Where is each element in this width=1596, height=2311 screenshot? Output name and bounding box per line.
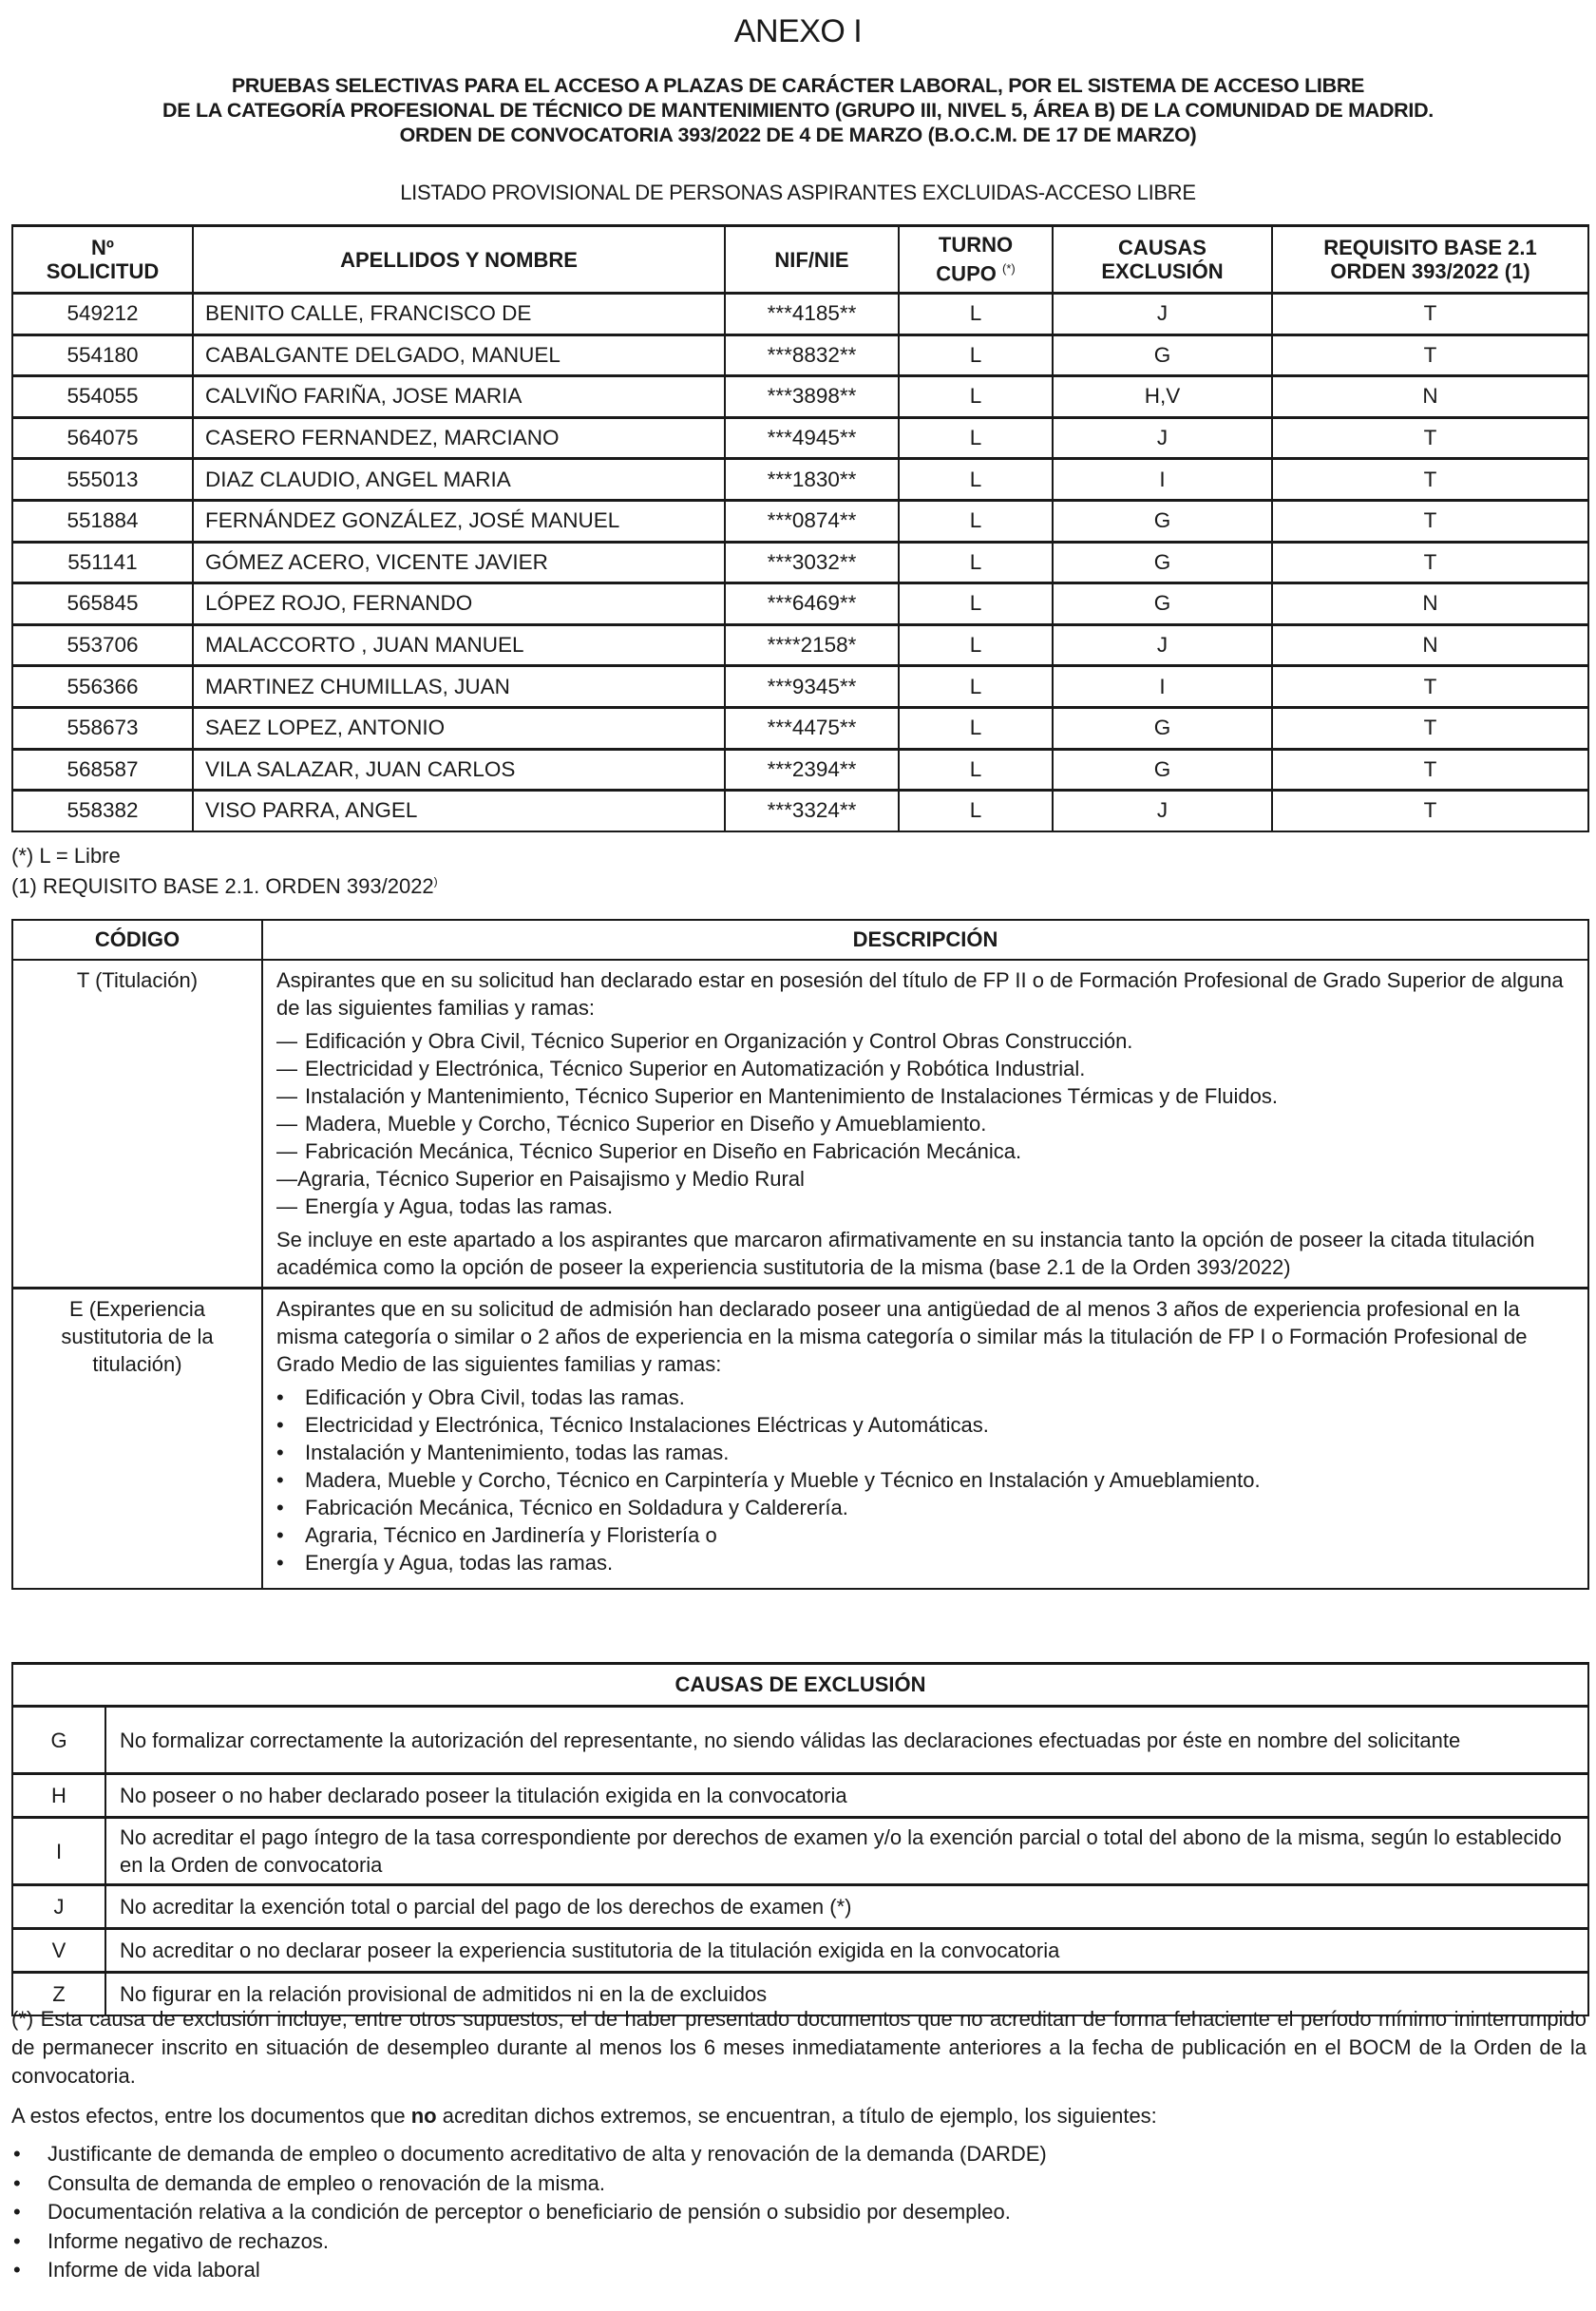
requisito-intro: Aspirantes que en su solicitud de admisión han declarado poseer una antigüedad de al menos 3 años de experiencia profesional en la misma categoría o similar o 2 años de experiencia en la misma categoría o similar más la titulación de FP I o Formación Profesional de Grado Medio de las siguientes familias y ramas: (276, 1297, 1528, 1376)
subtitle-line-3: ORDEN DE CONVOCATORIA 393/2022 DE 4 DE MARZO (B.O.C.M. DE 17 DE MARZO) (399, 124, 1197, 146)
cell-nif: ***1830** (725, 459, 899, 501)
bullet-icon: — (276, 1057, 297, 1080)
applicant-row (12, 500, 1588, 542)
bullet-icon: • (276, 1413, 284, 1437)
list-item-text: Instalación y Mantenimiento, todas las ramas. (305, 1441, 730, 1464)
requisito-header-row (12, 920, 1588, 960)
cell-solicitud: 554055 (12, 376, 193, 418)
col-header-causas: CAUSAS EXCLUSIÓN (1053, 226, 1272, 294)
subtitle-line-2: DE LA CATEGORÍA PROFESIONAL DE TÉCNICO DE MANTENIMIENTO (GRUPO III, NIVEL 5, ÁREA B) DE LA COMUNIDAD DE MADRID. (162, 99, 1434, 122)
list-item (276, 1466, 1576, 1494)
bullet-icon: • (276, 1496, 284, 1519)
list-item-text: Madera, Mueble y Corcho, Técnico Superior en Diseño y Amueblamiento. (305, 1112, 987, 1136)
list-item (276, 1439, 1576, 1466)
cell-causas: G (1053, 500, 1272, 542)
requisito-desc (262, 1289, 1588, 1590)
list-item (276, 1110, 1576, 1137)
cell-causas: G (1053, 707, 1272, 749)
list-item-text: Madera, Mueble y Corcho, Técnico en Carpintería y Mueble y Técnico en Instalación y Amueblamiento. (305, 1468, 1261, 1492)
cause-description: No acreditar o no declarar poseer la experiencia sustitutoria de la titulación exigida en la convocatoria (105, 1929, 1588, 1973)
requisito-code: T (Titulación) (12, 960, 262, 1289)
cell-nombre: GÓMEZ ACERO, VICENTE JAVIER (193, 542, 725, 583)
bullet-icon: • (276, 1551, 284, 1575)
cause-description: No acreditar el pago íntegro de la tasa correspondiente por derechos de examen y/o la exención parcial o total del abono de la misma, según lo establecido en la Orden de convocatoria (105, 1818, 1588, 1885)
requisito-row-t (12, 960, 1588, 1289)
list-item (276, 1082, 1576, 1110)
cell-nombre: MARTINEZ CHUMILLAS, JUAN (193, 666, 725, 708)
list-item (276, 1165, 1576, 1193)
cell-nif: ***3898** (725, 376, 899, 418)
cause-code: G (12, 1707, 105, 1774)
list-item-text: Electricidad y Electrónica, Técnico Superior en Automatización y Robótica Industrial. (305, 1057, 1086, 1080)
cell-nif: ***0874** (725, 500, 899, 542)
cell-causas: J (1053, 294, 1272, 335)
list-item-text: Instalación y Mantenimiento, Técnico Superior en Mantenimiento de Instalaciones Térmicas y de Fluidos. (305, 1084, 1278, 1108)
list-item (276, 1137, 1576, 1165)
cause-code: J (12, 1885, 105, 1929)
cell-turno: L (899, 583, 1053, 625)
list-item-text: Documentación relativa a la condición de perceptor o beneficiario de pensión o subsidio por desempleo. (48, 2200, 1011, 2224)
cell-causas: J (1053, 417, 1272, 459)
cell-causas: J (1053, 791, 1272, 831)
cause-row (12, 1885, 1588, 1929)
cell-requisito: T (1272, 417, 1588, 459)
cell-causas: G (1053, 583, 1272, 625)
cell-solicitud: 554180 (12, 334, 193, 376)
requisito-code: E (Experiencia sustitutoria de la titulación) (12, 1289, 262, 1590)
cell-turno: L (899, 376, 1053, 418)
bullet-icon: • (13, 2228, 21, 2253)
cell-nif: ***9345** (725, 666, 899, 708)
cell-requisito: T (1272, 500, 1588, 542)
cell-nombre: CASERO FERNANDEZ, MARCIANO (193, 417, 725, 459)
requisito-intro: Aspirantes que en su solicitud han declarado estar en posesión del título de FP II o de Formación Profesional de Grado Superior de alguna de las siguientes familias y ramas: (276, 968, 1564, 1020)
bullet-icon: • (276, 1523, 284, 1547)
subtitle-line-1: PRUEBAS SELECTIVAS PARA EL ACCESO A PLAZAS DE CARÁCTER LABORAL, POR EL SISTEMA DE ACCESO LIBRE (231, 74, 1365, 97)
requisito-item-list (276, 1027, 1576, 1220)
list-item (276, 1055, 1576, 1082)
applicant-row (12, 542, 1588, 583)
list-item (276, 1193, 1576, 1220)
col-header-nombre: APELLIDOS Y NOMBRE (193, 226, 725, 294)
cell-causas: I (1053, 666, 1272, 708)
bullet-icon: — (276, 1029, 297, 1053)
cause-row (12, 1929, 1588, 1973)
list-title: LISTADO PROVISIONAL DE PERSONAS ASPIRANTES EXCLUIDAS-ACCESO LIBRE (400, 181, 1196, 204)
cell-solicitud: 564075 (12, 417, 193, 459)
applicant-row (12, 417, 1588, 459)
bullet-icon: • (276, 1441, 284, 1464)
list-item (276, 1494, 1576, 1521)
cell-turno: L (899, 542, 1053, 583)
cell-requisito: T (1272, 459, 1588, 501)
cell-turno: L (899, 417, 1053, 459)
list-item (276, 1549, 1576, 1576)
bullet-icon: — (276, 1139, 297, 1163)
cause-description: No formalizar correctamente la autorización del representante, no siendo válidas las declaraciones efectuadas por éste en nombre del solicitante (105, 1707, 1588, 1774)
col-header-codigo: CÓDIGO (12, 920, 262, 960)
list-item (11, 2198, 1047, 2227)
list-item-text: Electricidad y Electrónica, Técnico Instalaciones Eléctricas y Automáticas. (305, 1413, 989, 1437)
causes-header-row (12, 1664, 1588, 1707)
cell-requisito: T (1272, 749, 1588, 791)
cell-nif: ***6469** (725, 583, 899, 625)
cell-requisito: T (1272, 294, 1588, 335)
cell-solicitud: 565845 (12, 583, 193, 625)
cell-requisito: T (1272, 334, 1588, 376)
applicant-row (12, 707, 1588, 749)
cell-turno: L (899, 749, 1053, 791)
cell-causas: J (1053, 624, 1272, 666)
requisito-note: (1) REQUISITO BASE 2.1. ORDEN 393/2022) (11, 874, 438, 898)
annex-title: ANEXO I (733, 13, 863, 49)
cell-turno: L (899, 334, 1053, 376)
bullet-icon: — (276, 1084, 297, 1108)
cell-nif: ***4945** (725, 417, 899, 459)
requisito-outro: Se incluye en este apartado a los aspirantes que marcaron afirmativamente en su instancia tanto la opción de poseer la citada titulación académica como la opción de poseer la experiencia sustitutoria de la misma (base 2.1 de la Orden 393/2022) (276, 1228, 1535, 1279)
cell-nif: ***2394** (725, 749, 899, 791)
documents-list (11, 2140, 1047, 2285)
list-item (276, 1027, 1576, 1055)
cell-nif: ***4475** (725, 707, 899, 749)
cell-causas: G (1053, 542, 1272, 583)
cause-row (12, 1707, 1588, 1774)
turno-note: (*) L = Libre (11, 844, 121, 868)
applicant-row (12, 334, 1588, 376)
cell-solicitud: 551141 (12, 542, 193, 583)
list-item (276, 1521, 1576, 1549)
col-header-nif: NIF/NIE (725, 226, 899, 294)
cell-requisito: N (1272, 624, 1588, 666)
requisito-item-list (276, 1384, 1576, 1576)
cause-description: No acreditar la exención total o parcial del pago de los derechos de examen (*) (105, 1885, 1588, 1929)
applicant-row (12, 459, 1588, 501)
cell-turno: L (899, 791, 1053, 831)
cell-requisito: T (1272, 791, 1588, 831)
applicant-row (12, 791, 1588, 831)
requisito-desc (262, 960, 1588, 1289)
cause-code: I (12, 1818, 105, 1885)
cell-nombre: MALACCORTO , JUAN MANUEL (193, 624, 725, 666)
list-item (11, 2140, 1047, 2169)
cell-requisito: N (1272, 583, 1588, 625)
list-item-text: Energía y Agua, todas las ramas. (305, 1551, 614, 1575)
cell-solicitud: 553706 (12, 624, 193, 666)
cell-nombre: FERNÁNDEZ GONZÁLEZ, JOSÉ MANUEL (193, 500, 725, 542)
requisito-table (11, 919, 1589, 1590)
cell-solicitud: 555013 (12, 459, 193, 501)
applicant-row (12, 583, 1588, 625)
list-item-text: Fabricación Mecánica, Técnico Superior en Diseño en Fabricación Mecánica. (305, 1139, 1022, 1163)
cell-solicitud: 568587 (12, 749, 193, 791)
cell-solicitud: 556366 (12, 666, 193, 708)
list-item (11, 2256, 1047, 2285)
bullet-icon: • (13, 2170, 21, 2195)
cell-nif: ***3324** (725, 791, 899, 831)
cell-turno: L (899, 294, 1053, 335)
cell-requisito: T (1272, 707, 1588, 749)
bullet-icon: • (13, 2142, 21, 2166)
cause-code: V (12, 1929, 105, 1973)
cell-turno: L (899, 707, 1053, 749)
list-item-text: Informe negativo de rechazos. (48, 2228, 329, 2253)
cell-nombre: SAEZ LOPEZ, ANTONIO (193, 707, 725, 749)
bullet-icon: • (13, 2258, 21, 2282)
cell-turno: L (899, 624, 1053, 666)
bullet-icon: • (276, 1468, 284, 1492)
cell-nombre: VILA SALAZAR, JUAN CARLOS (193, 749, 725, 791)
cell-solicitud: 551884 (12, 500, 193, 542)
cell-solicitud: 558673 (12, 707, 193, 749)
applicant-row (12, 749, 1588, 791)
list-item-text: Agraria, Técnico Superior en Paisajismo y Medio Rural (297, 1167, 805, 1191)
cause-code: Z (12, 1973, 105, 2016)
list-item (276, 1384, 1576, 1411)
cell-causas: G (1053, 334, 1272, 376)
list-item-text: Informe de vida laboral (48, 2258, 260, 2282)
list-item-text: Energía y Agua, todas las ramas. (305, 1194, 614, 1218)
applicants-table (11, 224, 1589, 832)
cell-causas: I (1053, 459, 1272, 501)
cell-nombre: LÓPEZ ROJO, FERNANDO (193, 583, 725, 625)
cell-nif: ***3032** (725, 542, 899, 583)
cell-turno: L (899, 459, 1053, 501)
applicant-row (12, 624, 1588, 666)
col-header-turno: TURNO CUPO (*) (899, 226, 1053, 294)
exclusion-footnote: (*) Esta causa de exclusión incluye, entre otros supuestos, el de haber presentado documentos que no acreditan de forma fehaciente el período mínimo ininterrumpido de permanecer inscrito en situación de desempleo durante al menos los 6 meses inmediatamente anteriores a la fecha de publicación en el BOCM de la Orden de la convocatoria. (11, 2007, 1586, 2088)
list-item (11, 2169, 1047, 2199)
list-item (11, 2227, 1047, 2257)
causes-title: CAUSAS DE EXCLUSIÓN (12, 1664, 1588, 1707)
cell-requisito: T (1272, 666, 1588, 708)
cell-causas: G (1053, 749, 1272, 791)
applicant-row (12, 294, 1588, 335)
cell-solicitud: 558382 (12, 791, 193, 831)
requisito-row-e (12, 1289, 1588, 1590)
documents-intro: A estos efectos, entre los documentos que no acreditan dichos extremos, se encuentran, a título de ejemplo, los siguientes: (11, 2104, 1157, 2128)
cell-nombre: CABALGANTE DELGADO, MANUEL (193, 334, 725, 376)
cell-causas: H,V (1053, 376, 1272, 418)
cause-description: No figurar en la relación provisional de admitidos ni en la de excluidos (105, 1973, 1588, 2016)
cell-turno: L (899, 666, 1053, 708)
col-header-solicitud: Nº SOLICITUD (12, 226, 193, 294)
cell-nombre: DIAZ CLAUDIO, ANGEL MARIA (193, 459, 725, 501)
applicants-header-row (12, 226, 1588, 294)
applicant-row (12, 376, 1588, 418)
cause-row (12, 1774, 1588, 1818)
bullet-icon: — (276, 1112, 297, 1136)
cell-requisito: T (1272, 542, 1588, 583)
bullet-icon: — (276, 1194, 297, 1218)
applicant-row (12, 666, 1588, 708)
cell-nif: ****2158* (725, 624, 899, 666)
cause-description: No poseer o no haber declarado poseer la titulación exigida en la convocatoria (105, 1774, 1588, 1818)
cell-nif: ***8832** (725, 334, 899, 376)
list-item-text: Agraria, Técnico en Jardinería y Floristería o (305, 1523, 717, 1547)
cell-nif: ***4185** (725, 294, 899, 335)
cell-nombre: VISO PARRA, ANGEL (193, 791, 725, 831)
bullet-icon: • (13, 2200, 21, 2224)
list-item-text: Consulta de demanda de empleo o renovación de la misma. (48, 2170, 606, 2195)
list-item-text: Justificante de demanda de empleo o documento acreditativo de alta y renovación de la demanda (DARDE) (48, 2142, 1047, 2166)
col-header-requisito: REQUISITO BASE 2.1 ORDEN 393/2022 (1) (1272, 226, 1588, 294)
bullet-icon: • (276, 1385, 284, 1409)
bullet-icon: — (276, 1167, 297, 1191)
list-item-text: Edificación y Obra Civil, todas las ramas. (305, 1385, 685, 1409)
list-item-text: Fabricación Mecánica, Técnico en Soldadura y Calderería. (305, 1496, 848, 1519)
col-header-descripcion: DESCRIPCIÓN (262, 920, 1588, 960)
cell-requisito: N (1272, 376, 1588, 418)
cause-code: H (12, 1774, 105, 1818)
cell-solicitud: 549212 (12, 294, 193, 335)
list-item-text: Edificación y Obra Civil, Técnico Superior en Organización y Control Obras Construcción. (305, 1029, 1133, 1053)
cell-nombre: CALVIÑO FARIÑA, JOSE MARIA (193, 376, 725, 418)
cause-row (12, 1818, 1588, 1885)
cell-nombre: BENITO CALLE, FRANCISCO DE (193, 294, 725, 335)
causes-table (11, 1662, 1589, 2016)
list-item (276, 1411, 1576, 1439)
cell-turno: L (899, 500, 1053, 542)
